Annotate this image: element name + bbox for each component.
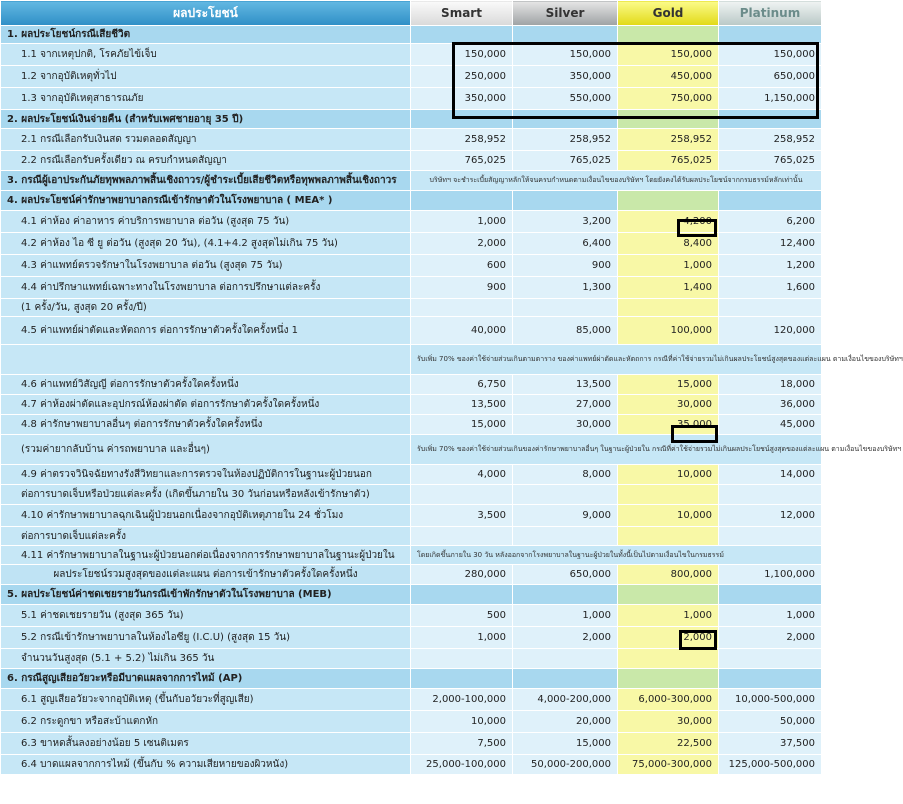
- plan-value: 6,400: [513, 233, 618, 255]
- row-label: ต่อการบาดเจ็บแต่ละครั้ง: [1, 527, 411, 546]
- table-row: [1, 669, 822, 689]
- plan-cell: [719, 299, 822, 317]
- plan-cell: [411, 649, 513, 669]
- table-row: [1, 277, 822, 299]
- plan-value: 10,000: [618, 505, 719, 527]
- table-row: [1, 66, 822, 88]
- plan-cell: [513, 527, 618, 546]
- row-note: รับเพิ่ม 70% ของค่าใช้จ่ายส่วนเกินตามตาราง ของค่าแพทย์ผ่าตัดและหัตถการ กรณีที่ค่าใช้จ่ายรวมไม่เกินผลประโยชน์สูงสุดของแต่ละแผน ตามเงื่อนไขของบริษัทฯ: [411, 345, 822, 375]
- plan-value: 45,000: [719, 415, 822, 435]
- plan-cell: [411, 669, 513, 689]
- plan-value: 6,000-300,000: [618, 689, 719, 711]
- plan-value: 765,025: [513, 151, 618, 171]
- plan-value: 258,952: [513, 129, 618, 151]
- table-row: [1, 26, 822, 44]
- plan-cell: [411, 191, 513, 211]
- plan-cell: [719, 191, 822, 211]
- plan-value: 13,500: [513, 375, 618, 395]
- plan-value: 18,000: [719, 375, 822, 395]
- plan-value: 280,000: [411, 565, 513, 585]
- plan-value: 258,952: [411, 129, 513, 151]
- table-row: [1, 211, 822, 233]
- plan-cell: [719, 669, 822, 689]
- plan-value: 27,000: [513, 395, 618, 415]
- plan-value: 2,000: [513, 627, 618, 649]
- plan-value: 35,000: [618, 415, 719, 435]
- plan-cell: [618, 110, 719, 129]
- plan-value: 258,952: [618, 129, 719, 151]
- plan-value: 1,300: [513, 277, 618, 299]
- plan-value: 6,200: [719, 211, 822, 233]
- row-label: 4.2 ค่าห้อง ไอ ซี ยู ต่อวัน (สูงสุด 20 วัน), (4.1+4.2 สูงสุดไม่เกิน 75 วัน): [1, 233, 411, 255]
- plan-value: 10,000: [411, 711, 513, 733]
- plan-smart-header: Smart: [411, 1, 513, 26]
- table-row: [1, 44, 822, 66]
- plan-value: 50,000: [719, 711, 822, 733]
- plan-cell: [513, 669, 618, 689]
- table-row: [1, 129, 822, 151]
- plan-value: 4,200: [618, 211, 719, 233]
- row-label: 5.1 ค่าชดเชยรายวัน (สูงสุด 365 วัน): [1, 605, 411, 627]
- plan-value: 100,000: [618, 317, 719, 345]
- row-label: 1.2 จากอุบัติเหตุทั่วไป: [1, 66, 411, 88]
- row-label: ผลประโยชน์รวมสูงสุดของแต่ละแผน ต่อการเข้ารักษาตัวครั้งใดครั้งหนึ่ง: [1, 565, 411, 585]
- plan-value: 765,025: [719, 151, 822, 171]
- plan-value: 150,000: [513, 44, 618, 66]
- plan-value: 12,400: [719, 233, 822, 255]
- plan-cell: [513, 649, 618, 669]
- plan-value: 4,000-200,000: [513, 689, 618, 711]
- plan-value: 22,500: [618, 733, 719, 755]
- plan-value: 75,000-300,000: [618, 755, 719, 775]
- row-label: 4.4 ค่าปรึกษาแพทย์เฉพาะทางในโรงพยาบาล ต่อการปรึกษาแต่ละครั้ง: [1, 277, 411, 299]
- plan-value: 125,000-500,000: [719, 755, 822, 775]
- section-title: 6. กรณีสูญเสียอวัยวะหรือมีบาดแผลจากการไหม้ (AP): [1, 669, 411, 689]
- plan-cell: [411, 110, 513, 129]
- plan-silver-header: Silver: [513, 1, 618, 26]
- table-row: [1, 485, 822, 505]
- table-row: [1, 585, 822, 605]
- table-row: [1, 627, 822, 649]
- plan-cell: [411, 485, 513, 505]
- table-row: [1, 171, 822, 191]
- row-label: 4.9 ค่าตรวจวินิจฉัยทางรังสีวิทยาและการตรวจในห้องปฏิบัติการในฐานะผู้ป่วยนอก: [1, 465, 411, 485]
- plan-value: 3,500: [411, 505, 513, 527]
- plan-value: 14,000: [719, 465, 822, 485]
- table-row: [1, 755, 822, 775]
- plan-cell: [618, 527, 719, 546]
- section-title: 3. กรณีผู้เอาประกันภัยทุพพลภาพสิ้นเชิงถาวร/ผู้ชำระเบี้ยเสียชีวิตหรือทุพพลภาพสิ้นเชิงถาวร: [1, 171, 411, 191]
- plan-value: 500: [411, 605, 513, 627]
- plan-cell: [719, 110, 822, 129]
- table-row: [1, 191, 822, 211]
- plan-value: 25,000-100,000: [411, 755, 513, 775]
- plan-value: 150,000: [411, 44, 513, 66]
- plan-value: 15,000: [411, 415, 513, 435]
- plan-value: 765,025: [618, 151, 719, 171]
- table-row: [1, 565, 822, 585]
- plan-value: 1,000: [618, 605, 719, 627]
- plan-value: 800,000: [618, 565, 719, 585]
- plan-cell: [618, 669, 719, 689]
- plan-value: 1,100,000: [719, 565, 822, 585]
- row-label: 4.7 ค่าห้องผ่าตัดและอุปกรณ์ห้องผ่าตัด ต่อการรักษาตัวครั้งใดครั้งหนึ่ง: [1, 395, 411, 415]
- row-label: 4.1 ค่าห้อง ค่าอาหาร ค่าบริการพยาบาล ต่อวัน (สูงสุด 75 วัน): [1, 211, 411, 233]
- plan-value: 30,000: [513, 415, 618, 435]
- plan-cell: [719, 485, 822, 505]
- plan-value: 20,000: [513, 711, 618, 733]
- section-title: 1. ผลประโยชน์กรณีเสียชีวิต: [1, 26, 411, 44]
- plan-cell: [618, 191, 719, 211]
- plan-cell: [513, 485, 618, 505]
- section-title: 4. ผลประโยชน์ค่ารักษาพยาบาลกรณีเข้ารักษาตัวในโรงพยาบาล ( MEA* ): [1, 191, 411, 211]
- plan-value: 650,000: [513, 565, 618, 585]
- table-row: [1, 395, 822, 415]
- plan-value: 600: [411, 255, 513, 277]
- plan-cell: [618, 485, 719, 505]
- table-row: [1, 375, 822, 395]
- row-label: 4.6 ค่าแพทย์วิสัญญี ต่อการรักษาตัวครั้งใดครั้งหนึ่ง: [1, 375, 411, 395]
- plan-value: 650,000: [719, 66, 822, 88]
- plan-value: 2,000: [411, 233, 513, 255]
- row-label: 2.2 กรณีเลือกรับครั้งเดียว ณ ครบกำหนดสัญญา: [1, 151, 411, 171]
- plan-cell: [513, 299, 618, 317]
- row-note: รับเพิ่ม 70% ของค่าใช้จ่ายส่วนเกินของค่ารักษาพยาบาลอื่นๆ ในฐานะผู้ป่วยใน กรณีที่ค่าใช้จ่ายรวมไม่เกินผลประโยชน์สูงสุดของแต่ละแผน ตามเงื่อนไขของบริษัทฯ: [411, 435, 822, 465]
- plan-cell: [618, 299, 719, 317]
- row-label: [1, 345, 411, 375]
- row-label: (1 ครั้ง/วัน, สูงสุด 20 ครั้ง/ปี): [1, 299, 411, 317]
- plan-gold-header: Gold: [618, 1, 719, 26]
- row-label: จำนวนวันสูงสุด (5.1 + 5.2) ไม่เกิน 365 วัน: [1, 649, 411, 669]
- plan-value: 1,000: [618, 255, 719, 277]
- table-row: [1, 527, 822, 546]
- header-row: [1, 1, 822, 26]
- row-label: (รวมค่ายากลับบ้าน ค่ารถพยาบาล และอื่นๆ): [1, 435, 411, 465]
- row-label: 4.8 ค่ารักษาพยาบาลอื่นๆ ต่อการรักษาตัวครั้งใดครั้งหนึ่ง: [1, 415, 411, 435]
- plan-cell: [513, 26, 618, 44]
- table-row: [1, 505, 822, 527]
- table-row: [1, 317, 822, 345]
- plan-value: 85,000: [513, 317, 618, 345]
- plan-cell: [411, 585, 513, 605]
- plan-value: 1,400: [618, 277, 719, 299]
- plan-value: 550,000: [513, 88, 618, 110]
- plan-cell: [719, 649, 822, 669]
- plan-value: 30,000: [618, 711, 719, 733]
- plan-value: 8,000: [513, 465, 618, 485]
- section-title: 5. ผลประโยชน์ค่าชดเชยรายวันกรณีเข้าพักรักษาตัวในโรงพยาบาล (MEB): [1, 585, 411, 605]
- table-row: [1, 733, 822, 755]
- table-row: [1, 465, 822, 485]
- plan-value: 120,000: [719, 317, 822, 345]
- plan-value: 10,000-500,000: [719, 689, 822, 711]
- plan-cell: [513, 110, 618, 129]
- plan-value: 750,000: [618, 88, 719, 110]
- row-label: 5.2 กรณีเข้ารักษาพยาบาลในห้องไอซียู (I.C.U) (สูงสุด 15 วัน): [1, 627, 411, 649]
- plan-value: 15,000: [513, 733, 618, 755]
- plan-value: 350,000: [513, 66, 618, 88]
- plan-value: 37,500: [719, 733, 822, 755]
- plan-platinum-header: Platinum: [719, 1, 822, 26]
- plan-cell: [719, 26, 822, 44]
- plan-cell: [513, 191, 618, 211]
- row-label: 6.4 บาดแผลจากการไหม้ (ขึ้นกับ % ความเสียหายของผิวหนัง): [1, 755, 411, 775]
- table-row: [1, 233, 822, 255]
- plan-value: 1,600: [719, 277, 822, 299]
- row-label: 6.1 สูญเสียอวัยวะจากอุบัติเหตุ (ขึ้นกับอวัยวะที่สูญเสีย): [1, 689, 411, 711]
- plan-cell: [411, 26, 513, 44]
- table-row: [1, 151, 822, 171]
- plan-value: 1,000: [719, 605, 822, 627]
- row-label: 6.3 ขาหดสั้นลงอย่างน้อย 5 เซนติเมตร: [1, 733, 411, 755]
- plan-value: 13,500: [411, 395, 513, 415]
- plan-cell: [618, 26, 719, 44]
- table-row: [1, 711, 822, 733]
- table-row: [1, 299, 822, 317]
- table-row: [1, 649, 822, 669]
- plan-value: 2,000: [618, 627, 719, 649]
- section-title: 2. ผลประโยชน์เงินจ่ายคืน (สำหรับเพศชายอายุ 35 ปี): [1, 110, 411, 129]
- plan-cell: [618, 649, 719, 669]
- plan-cell: [618, 585, 719, 605]
- plan-value: 765,025: [411, 151, 513, 171]
- row-label: 2.1 กรณีเลือกรับเงินสด รวมตลอดสัญญา: [1, 129, 411, 151]
- table-row: [1, 88, 822, 110]
- row-label: 1.1 จากเหตุปกติ, โรคภัยไข้เจ็บ: [1, 44, 411, 66]
- plan-value: 150,000: [719, 44, 822, 66]
- plan-value: 30,000: [618, 395, 719, 415]
- plan-value: 40,000: [411, 317, 513, 345]
- plan-value: 150,000: [618, 44, 719, 66]
- plan-value: 900: [411, 277, 513, 299]
- plan-value: 4,000: [411, 465, 513, 485]
- plan-value: 250,000: [411, 66, 513, 88]
- table-row: [1, 546, 822, 565]
- plan-value: 7,500: [411, 733, 513, 755]
- table-row: [1, 605, 822, 627]
- plan-cell: [411, 527, 513, 546]
- plan-value: 10,000: [618, 465, 719, 485]
- plan-value: 450,000: [618, 66, 719, 88]
- plan-value: 50,000-200,000: [513, 755, 618, 775]
- plan-value: 1,200: [719, 255, 822, 277]
- table-row: [1, 110, 822, 129]
- plan-value: 350,000: [411, 88, 513, 110]
- plan-value: 12,000: [719, 505, 822, 527]
- plan-cell: [411, 299, 513, 317]
- plan-value: 1,150,000: [719, 88, 822, 110]
- plan-cell: [513, 585, 618, 605]
- plan-cell: [719, 585, 822, 605]
- plan-value: 1,000: [411, 211, 513, 233]
- table-row: [1, 255, 822, 277]
- row-label: ต่อการบาดเจ็บหรือป่วยแต่ละครั้ง (เกิดขึ้นภายใน 30 วันก่อนหรือหลังเข้ารักษาตัว): [1, 485, 411, 505]
- table-row: [1, 415, 822, 435]
- plan-value: 36,000: [719, 395, 822, 415]
- plan-value: 1,000: [411, 627, 513, 649]
- plan-cell: [719, 527, 822, 546]
- header-benefit: ผลประโยชน์: [1, 1, 411, 26]
- row-note: โดยเกิดขึ้นภายใน 30 วัน หลังออกจากโรงพยาบาลในฐานะผู้ป่วยในทั้งนี้เป็นไปตามเงื่อนไขในกรมธรรม์: [411, 546, 822, 565]
- plan-value: 2,000-100,000: [411, 689, 513, 711]
- plan-value: 900: [513, 255, 618, 277]
- row-label: 4.3 ค่าแพทย์ตรวจรักษาในโรงพยาบาล ต่อวัน (สูงสุด 75 วัน): [1, 255, 411, 277]
- row-label: 4.10 ค่ารักษาพยาบาลฉุกเฉินผู้ป่วยนอกเนื่องจากอุบัติเหตุภายใน 24 ชั่วโมง: [1, 505, 411, 527]
- plan-value: 8,400: [618, 233, 719, 255]
- table-row: [1, 689, 822, 711]
- plan-value: 6,750: [411, 375, 513, 395]
- plan-value: 1,000: [513, 605, 618, 627]
- row-label: 4.11 ค่ารักษาพยาบาลในฐานะผู้ป่วยนอกต่อเนื่องจากการรักษาพยาบาลในฐานะผู้ป่วยใน: [1, 546, 411, 565]
- table-row: [1, 345, 822, 375]
- row-label: 1.3 จากอุบัติเหตุสาธารณภัย: [1, 88, 411, 110]
- plan-value: 15,000: [618, 375, 719, 395]
- table-row: [1, 435, 822, 465]
- plan-value: 2,000: [719, 627, 822, 649]
- plan-value: 3,200: [513, 211, 618, 233]
- row-label: 6.2 กระดูกขา หรือสะบ้าแตกหัก: [1, 711, 411, 733]
- row-note: บริษัทฯ จะชำระเบี้ยสัญญาหลักให้จนครบกำหนดตามเงื่อนไขของบริษัทฯ โดยยังคงได้รับผลประโยชน์จากกรมธรรม์หลักเท่านั้น: [411, 171, 822, 191]
- plan-value: 9,000: [513, 505, 618, 527]
- row-label: 4.5 ค่าแพทย์ผ่าตัดและหัตถการ ต่อการรักษาตัวครั้งใดครั้งหนึ่ง 1: [1, 317, 411, 345]
- plan-value: 258,952: [719, 129, 822, 151]
